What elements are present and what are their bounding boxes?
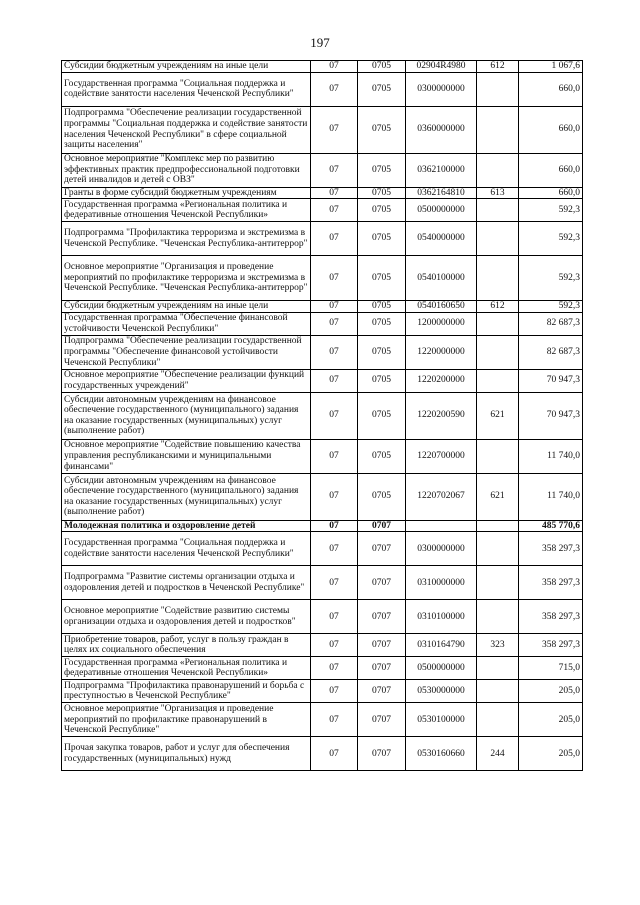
table-row bbox=[62, 392, 583, 439]
table-row bbox=[62, 72, 583, 106]
table-row bbox=[62, 312, 583, 335]
row-target-article-cell: 1220200000 bbox=[406, 369, 477, 392]
table-row bbox=[62, 473, 583, 520]
row-target-article-cell: 0310100000 bbox=[406, 600, 477, 634]
row-amount-cell: 11 740,0 bbox=[519, 439, 583, 473]
row-target-article-cell: 0500000000 bbox=[406, 657, 477, 680]
row-name-cell: Основное мероприятие "Содействие развитию системы организации отдыха и оздоровления детей и подростков" bbox=[62, 600, 311, 634]
row-subsection-cell: 0705 bbox=[358, 439, 406, 473]
row-name-cell: Подпрограмма "Обеспечение реализации государственной программы "Обеспечение финансовой устойчивости Чеченской Республики" bbox=[62, 335, 311, 369]
row-name-cell: Прочая закупка товаров, работ и услуг для обеспечения государственных (муниципальных) нужд bbox=[62, 737, 311, 771]
row-section-cell: 07 bbox=[311, 634, 358, 657]
row-name-cell: Субсидии автономным учреждениям на финансовое обеспечение государственного (муниципального) задания на оказание государственных (муниципальных) услуг (выполнение работ) bbox=[62, 392, 311, 439]
row-expense-type-cell bbox=[477, 106, 519, 153]
row-name-cell: Подпрограмма "Обеспечение реализации государственной программы "Социальная поддержка и содействие занятости населения Чеченской Республики" в сфере социальной защиты населения" bbox=[62, 106, 311, 153]
table-row bbox=[62, 106, 583, 153]
table-row bbox=[62, 439, 583, 473]
table-row bbox=[62, 657, 583, 680]
row-amount-cell: 660,0 bbox=[519, 187, 583, 199]
row-section-cell: 07 bbox=[311, 187, 358, 199]
row-target-article-cell: 0540100000 bbox=[406, 256, 477, 301]
row-name-cell: Государственная программа «Региональная политика и федеративные отношения Чеченской Республики» bbox=[62, 199, 311, 222]
row-subsection-cell: 0705 bbox=[358, 473, 406, 520]
row-subsection-cell: 0707 bbox=[358, 634, 406, 657]
row-target-article-cell: 0530160660 bbox=[406, 737, 477, 771]
row-amount-cell: 485 770,6 bbox=[519, 520, 583, 532]
row-target-article-cell: 0310000000 bbox=[406, 566, 477, 600]
row-expense-type-cell bbox=[477, 703, 519, 737]
row-amount-cell: 592,3 bbox=[519, 256, 583, 301]
row-amount-cell: 358 297,3 bbox=[519, 634, 583, 657]
row-expense-type-cell bbox=[477, 532, 519, 566]
row-expense-type-cell bbox=[477, 199, 519, 222]
row-section-cell: 07 bbox=[311, 657, 358, 680]
row-target-article-cell: 1220700000 bbox=[406, 439, 477, 473]
row-subsection-cell: 0707 bbox=[358, 600, 406, 634]
table-row bbox=[62, 335, 583, 369]
row-subsection-cell: 0705 bbox=[358, 199, 406, 222]
row-expense-type-cell bbox=[477, 312, 519, 335]
row-subsection-cell: 0705 bbox=[358, 335, 406, 369]
row-expense-type-cell: 621 bbox=[477, 392, 519, 439]
row-amount-cell: 592,3 bbox=[519, 301, 583, 313]
row-name-cell: Основное мероприятие "Организация и проведение мероприятий по профилактике терроризма и экстремизма в Чеченской Республике. "Чеченская Республика-антитеррор" bbox=[62, 256, 311, 301]
table-row bbox=[62, 187, 583, 199]
row-target-article-cell: 1220200590 bbox=[406, 392, 477, 439]
row-target-article-cell: 1220000000 bbox=[406, 335, 477, 369]
row-name-cell: Подпрограмма "Развитие системы организации отдыха и оздоровления детей и подростков в Чеченской Республике" bbox=[62, 566, 311, 600]
row-name-cell: Основное мероприятие "Обеспечение реализации функций государственных учреждений" bbox=[62, 369, 311, 392]
row-expense-type-cell bbox=[477, 222, 519, 256]
row-section-cell: 07 bbox=[311, 335, 358, 369]
row-subsection-cell: 0707 bbox=[358, 566, 406, 600]
row-target-article-cell: 0300000000 bbox=[406, 72, 477, 106]
row-name-cell: Субсидии бюджетным учреждениям на иные цели bbox=[62, 61, 311, 73]
row-section-cell: 07 bbox=[311, 153, 358, 187]
row-amount-cell: 70 947,3 bbox=[519, 392, 583, 439]
row-expense-type-cell bbox=[477, 600, 519, 634]
row-subsection-cell: 0705 bbox=[358, 256, 406, 301]
row-subsection-cell: 0707 bbox=[358, 657, 406, 680]
row-amount-cell: 660,0 bbox=[519, 72, 583, 106]
row-section-cell: 07 bbox=[311, 473, 358, 520]
row-amount-cell: 205,0 bbox=[519, 680, 583, 703]
row-target-article-cell: 0530100000 bbox=[406, 703, 477, 737]
row-name-cell: Субсидии бюджетным учреждениям на иные цели bbox=[62, 301, 311, 313]
row-expense-type-cell: 613 bbox=[477, 187, 519, 199]
row-section-cell: 07 bbox=[311, 256, 358, 301]
row-subsection-cell: 0705 bbox=[358, 312, 406, 335]
row-name-cell: Субсидии автономным учреждениям на финансовое обеспечение государственного (муниципального) задания на оказание государственных (муниципальных) услуг (выполнение работ) bbox=[62, 473, 311, 520]
row-name-cell: Государственная программа "Социальная поддержка и содействие занятости населения Чеченской Республики" bbox=[62, 532, 311, 566]
row-target-article-cell: 0362100000 bbox=[406, 153, 477, 187]
row-subsection-cell: 0705 bbox=[358, 369, 406, 392]
table-row bbox=[62, 680, 583, 703]
table-row bbox=[62, 703, 583, 737]
row-amount-cell: 205,0 bbox=[519, 737, 583, 771]
row-expense-type-cell bbox=[477, 680, 519, 703]
row-amount-cell: 11 740,0 bbox=[519, 473, 583, 520]
row-section-cell: 07 bbox=[311, 566, 358, 600]
row-amount-cell: 1 067,6 bbox=[519, 61, 583, 73]
row-name-cell: Государственная программа "Обеспечение финансовой устойчивости Чеченской Республики" bbox=[62, 312, 311, 335]
row-name-cell: Подпрограмма "Профилактика правонарушений и борьба с преступностью в Чеченской Республике" bbox=[62, 680, 311, 703]
row-name-cell: Государственная программа "Социальная поддержка и содействие занятости населения Чеченской Республики" bbox=[62, 72, 311, 106]
row-target-article-cell bbox=[406, 520, 477, 532]
row-subsection-cell: 0707 bbox=[358, 680, 406, 703]
table-row bbox=[62, 600, 583, 634]
budget-table bbox=[61, 60, 583, 771]
row-subsection-cell: 0705 bbox=[358, 187, 406, 199]
row-section-cell: 07 bbox=[311, 312, 358, 335]
row-expense-type-cell: 621 bbox=[477, 473, 519, 520]
row-target-article-cell: 1200000000 bbox=[406, 312, 477, 335]
row-target-article-cell: 0500000000 bbox=[406, 199, 477, 222]
row-expense-type-cell bbox=[477, 72, 519, 106]
row-name-cell: Основное мероприятие "Организация и проведение мероприятий по профилактике правонарушений в Чеченской Республике" bbox=[62, 703, 311, 737]
row-amount-cell: 592,3 bbox=[519, 199, 583, 222]
row-section-cell: 07 bbox=[311, 439, 358, 473]
table-row bbox=[62, 301, 583, 313]
row-subsection-cell: 0707 bbox=[358, 520, 406, 532]
row-section-cell: 07 bbox=[311, 737, 358, 771]
table-row bbox=[62, 737, 583, 771]
table-row bbox=[62, 566, 583, 600]
row-amount-cell: 82 687,3 bbox=[519, 335, 583, 369]
row-section-cell: 07 bbox=[311, 61, 358, 73]
row-name-cell: Основное мероприятие "Содействие повышению качества управления республиканскими и муниципальными финансами" bbox=[62, 439, 311, 473]
row-target-article-cell: 0300000000 bbox=[406, 532, 477, 566]
row-expense-type-cell bbox=[477, 153, 519, 187]
row-target-article-cell: 0540000000 bbox=[406, 222, 477, 256]
row-expense-type-cell bbox=[477, 566, 519, 600]
table-row bbox=[62, 532, 583, 566]
table-row bbox=[62, 256, 583, 301]
row-expense-type-cell bbox=[477, 369, 519, 392]
row-section-cell: 07 bbox=[311, 106, 358, 153]
row-subsection-cell: 0705 bbox=[358, 153, 406, 187]
row-section-cell: 07 bbox=[311, 199, 358, 222]
row-subsection-cell: 0707 bbox=[358, 532, 406, 566]
row-subsection-cell: 0707 bbox=[358, 703, 406, 737]
row-subsection-cell: 0705 bbox=[358, 222, 406, 256]
row-section-cell: 07 bbox=[311, 520, 358, 532]
row-expense-type-cell bbox=[477, 520, 519, 532]
table-row bbox=[62, 222, 583, 256]
row-name-cell: Гранты в форме субсидий бюджетным учреждениям bbox=[62, 187, 311, 199]
row-target-article-cell: 1220702067 bbox=[406, 473, 477, 520]
row-name-cell: Молодежная политика и оздоровление детей bbox=[62, 520, 311, 532]
row-subsection-cell: 0705 bbox=[358, 301, 406, 313]
row-target-article-cell: 0360000000 bbox=[406, 106, 477, 153]
row-target-article-cell: 0540160650 bbox=[406, 301, 477, 313]
row-expense-type-cell: 244 bbox=[477, 737, 519, 771]
row-target-article-cell: 0310164790 bbox=[406, 634, 477, 657]
row-amount-cell: 660,0 bbox=[519, 153, 583, 187]
row-section-cell: 07 bbox=[311, 369, 358, 392]
table-row bbox=[62, 61, 583, 73]
table-row bbox=[62, 369, 583, 392]
row-name-cell: Приобретение товаров, работ, услуг в пользу граждан в целях их социального обеспечения bbox=[62, 634, 311, 657]
row-target-article-cell: 0530000000 bbox=[406, 680, 477, 703]
row-section-cell: 07 bbox=[311, 72, 358, 106]
row-name-cell: Подпрограмма "Профилактика терроризма и экстремизма в Чеченской Республике. "Чеченская Республика-антитеррор" bbox=[62, 222, 311, 256]
row-section-cell: 07 bbox=[311, 703, 358, 737]
row-target-article-cell: 02904R4980 bbox=[406, 61, 477, 73]
row-expense-type-cell bbox=[477, 256, 519, 301]
page-number: 197 bbox=[310, 35, 330, 50]
row-amount-cell: 358 297,3 bbox=[519, 600, 583, 634]
row-expense-type-cell: 323 bbox=[477, 634, 519, 657]
row-subsection-cell: 0705 bbox=[358, 106, 406, 153]
table-row bbox=[62, 634, 583, 657]
row-amount-cell: 82 687,3 bbox=[519, 312, 583, 335]
row-section-cell: 07 bbox=[311, 600, 358, 634]
row-section-cell: 07 bbox=[311, 392, 358, 439]
row-amount-cell: 660,0 bbox=[519, 106, 583, 153]
table-row bbox=[62, 199, 583, 222]
row-name-cell: Основное мероприятие "Комплекс мер по развитию эффективных практик предпрофессиональной подготовки детей инвалидов и детей с ОВЗ" bbox=[62, 153, 311, 187]
table-row bbox=[62, 153, 583, 187]
row-expense-type-cell bbox=[477, 657, 519, 680]
row-amount-cell: 358 297,3 bbox=[519, 532, 583, 566]
row-amount-cell: 70 947,3 bbox=[519, 369, 583, 392]
row-section-cell: 07 bbox=[311, 680, 358, 703]
row-section-cell: 07 bbox=[311, 222, 358, 256]
row-section-cell: 07 bbox=[311, 301, 358, 313]
row-amount-cell: 715,0 bbox=[519, 657, 583, 680]
table-row bbox=[62, 520, 583, 532]
row-subsection-cell: 0705 bbox=[358, 72, 406, 106]
row-subsection-cell: 0707 bbox=[358, 737, 406, 771]
row-expense-type-cell bbox=[477, 439, 519, 473]
row-expense-type-cell: 612 bbox=[477, 301, 519, 313]
row-amount-cell: 592,3 bbox=[519, 222, 583, 256]
row-expense-type-cell: 612 bbox=[477, 61, 519, 73]
row-subsection-cell: 0705 bbox=[358, 61, 406, 73]
row-subsection-cell: 0705 bbox=[358, 392, 406, 439]
row-expense-type-cell bbox=[477, 335, 519, 369]
row-amount-cell: 205,0 bbox=[519, 703, 583, 737]
row-amount-cell: 358 297,3 bbox=[519, 566, 583, 600]
row-section-cell: 07 bbox=[311, 532, 358, 566]
row-target-article-cell: 0362164810 bbox=[406, 187, 477, 199]
row-name-cell: Государственная программа «Региональная политика и федеративные отношения Чеченской Республики» bbox=[62, 657, 311, 680]
